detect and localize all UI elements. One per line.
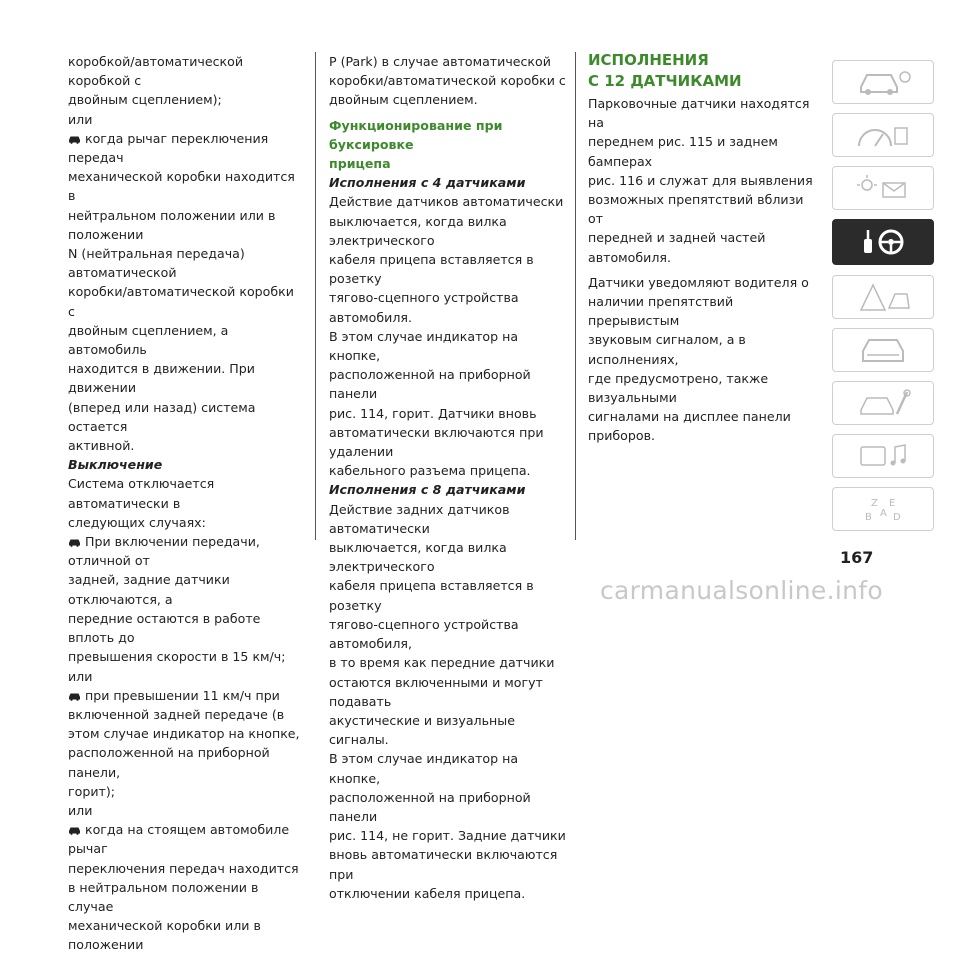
chapter-tab-1[interactable]: [832, 60, 934, 104]
text-line-content: коробки/автоматической коробки с: [68, 284, 294, 319]
chapter-tab-3[interactable]: [832, 166, 934, 210]
text-line-content: горит);: [68, 783, 115, 799]
chapter-tab-2[interactable]: [832, 113, 934, 157]
text-line-content: Действие задних датчиков автоматически: [329, 501, 510, 536]
page-number: 167: [840, 548, 874, 567]
text-line-content: Исполнения с 4 датчиками: [329, 175, 526, 191]
chapter-tab-9[interactable]: [832, 487, 934, 531]
text-line: [68, 667, 300, 686]
text-line-content: Система отключается автоматически в: [68, 476, 215, 511]
text-line-content: кабеля прицепа вставляется в розетку: [329, 578, 534, 613]
text-line-content: звуковым сигналом, а в исполнениях,: [588, 332, 746, 367]
text-line: [68, 436, 300, 455]
text-line: [329, 154, 569, 173]
text-line: [588, 52, 816, 69]
text-line: [329, 749, 569, 787]
text-line: [68, 282, 300, 320]
text-line: [329, 500, 569, 538]
text-line: [68, 110, 300, 129]
car-front-icon: [853, 335, 913, 365]
text-line: [588, 330, 816, 368]
text-line-content: в нейтральном положении в случае: [68, 879, 259, 914]
chapter-tab-4[interactable]: [832, 219, 934, 265]
text-line-content: нейтральном положении или в положении: [68, 207, 276, 242]
text-line-content: или: [68, 111, 93, 127]
text-line-content: остаются включенными и могут подавать: [329, 674, 543, 709]
text-line: [329, 192, 569, 211]
text-line: [329, 615, 569, 653]
text-line-content: передние остаются в работе вплоть до: [68, 610, 261, 646]
text-line-content: В этом случае индикатор на кнопке,: [329, 328, 519, 364]
text-line: [329, 788, 569, 826]
text-column-2: [329, 52, 569, 903]
text-line: [68, 570, 300, 608]
text-line: [68, 532, 300, 570]
text-line-content: когда на стоящем автомобиле рычаг: [68, 822, 290, 857]
text-line: [588, 369, 816, 407]
text-line-content: передней и задней частей автомобиля.: [588, 230, 766, 265]
road-warning-icon: [853, 282, 913, 312]
text-line: [329, 461, 569, 480]
column-divider: [575, 52, 576, 540]
text-line-content: С 12 ДАТЧИКАМИ: [588, 72, 742, 90]
text-line-content: Парковочные датчики находятся на: [588, 96, 810, 131]
text-line-content: рис. 114, горит. Датчики вновь: [329, 405, 537, 421]
svg-text:Z: Z: [871, 498, 878, 509]
text-line: [68, 167, 300, 205]
watermark: carmanualsonline.info: [600, 576, 883, 605]
text-line: [329, 212, 569, 250]
text-line: [329, 884, 569, 903]
car-info-icon: [853, 67, 913, 97]
text-line: [68, 705, 300, 724]
text-line: [68, 916, 300, 954]
car-bullet-icon: [68, 692, 81, 701]
chapter-tabs: [832, 60, 934, 540]
text-line-content: механической коробки находится в: [68, 169, 295, 204]
text-line-content: превышения скорости в 15 км/ч;: [68, 649, 286, 665]
text-line: [68, 859, 300, 878]
text-line: [68, 455, 300, 474]
text-line: [68, 820, 300, 858]
text-line-content: или: [68, 802, 93, 818]
text-line: [68, 90, 300, 109]
text-line: [588, 73, 816, 90]
text-line: [329, 404, 569, 423]
dashboard-icon: [853, 120, 913, 150]
wrench-car-icon: [853, 388, 913, 418]
text-line: [329, 673, 569, 711]
text-line: [588, 132, 816, 170]
text-line-content: наличии препятствий прерывистым: [588, 294, 734, 329]
text-line-content: акустические и визуальные сигналы.: [329, 712, 515, 748]
key-steering-icon: [853, 227, 913, 257]
text-line-content: кабельного разъема прицепа.: [329, 463, 531, 479]
text-line-content: где предусмотрено, также визуальными: [588, 370, 769, 406]
text-line: [329, 538, 569, 576]
text-line-content: возможных препятствий вблизи от: [588, 192, 804, 227]
text-line-content: выключается, когда вилка электрического: [329, 213, 507, 248]
text-line: [68, 398, 300, 436]
svg-text:D: D: [893, 512, 901, 523]
text-line-content: двойным сцеплением, а автомобиль: [68, 322, 229, 358]
text-line: [588, 407, 816, 445]
text-line-content: коробкой/автоматической коробкой с: [68, 54, 244, 89]
text-line: [329, 173, 569, 192]
text-line-content: задней, задние датчики отключаются, а: [68, 572, 230, 607]
svg-text:B: B: [865, 512, 872, 523]
text-line-content: двойным сцеплением.: [329, 92, 478, 108]
car-bullet-icon: [68, 826, 81, 835]
text-line: [329, 711, 569, 749]
text-line: [329, 90, 569, 109]
text-line: [68, 359, 300, 397]
text-line: [68, 801, 300, 820]
svg-text:E: E: [889, 498, 896, 509]
text-line: [588, 190, 816, 228]
text-line: [588, 171, 816, 190]
text-line: [68, 724, 300, 743]
text-line-content: выключается, когда вилка электрического: [329, 540, 507, 575]
text-line: [329, 116, 569, 154]
text-line: [68, 129, 300, 167]
text-line: [329, 52, 569, 71]
text-line-content: P (Park) в случае автоматической: [329, 54, 551, 69]
text-line-content: N (нейтральная передача) автоматической: [68, 246, 245, 281]
text-line-content: тягово-сцепного устройства автомобиля.: [329, 290, 519, 325]
text-line-content: при превышении 11 км/ч при: [85, 687, 280, 703]
text-line: [68, 52, 300, 90]
text-line: [68, 647, 300, 666]
text-line: [329, 576, 569, 614]
text-line: [68, 609, 300, 647]
text-line-content: автоматически включаются при удалении: [329, 424, 544, 460]
text-column-1: [68, 52, 300, 955]
text-line-content: В этом случае индикатор на кнопке,: [329, 751, 519, 786]
text-line: [329, 288, 569, 326]
text-line-content: расположенной на приборной панели: [329, 367, 531, 402]
text-line-content: рис. 116 и служат для выявления: [588, 172, 813, 188]
text-line-content: отключении кабеля прицепа.: [329, 885, 526, 901]
text-line-content: кабеля прицепа вставляется в розетку: [329, 252, 534, 287]
text-line-content: следующих случаях:: [68, 514, 206, 530]
media-icon: [853, 441, 913, 471]
chapter-tab-6[interactable]: [832, 328, 934, 372]
text-line-content: тягово-сцепного устройства автомобиля,: [329, 616, 519, 652]
text-line: [329, 653, 569, 672]
text-line-content: переднем рис. 115 и заднем бамперах: [588, 134, 778, 169]
text-line: [68, 743, 300, 781]
text-line-content: включенной задней передаче (в: [68, 706, 285, 722]
text-line: [329, 845, 569, 883]
text-line: [329, 480, 569, 499]
text-line-content: находится в движении. При движении: [68, 361, 255, 396]
text-line-content: расположенной на приборной панели: [329, 789, 531, 824]
text-line-content: Выключение: [68, 457, 163, 473]
text-line: [68, 686, 300, 705]
text-line-content: Исполнения с 8 датчиками: [329, 482, 526, 498]
text-line-content: (вперед или назад) система остается: [68, 399, 256, 434]
text-line: [329, 423, 569, 461]
text-line: [68, 513, 300, 532]
column-divider: [315, 52, 316, 540]
text-line: [329, 327, 569, 365]
text-line: [588, 228, 816, 266]
text-line: [68, 474, 300, 512]
car-light-icon: [853, 173, 913, 203]
text-line: [329, 826, 569, 845]
text-line-content: Действие датчиков автоматически: [329, 194, 564, 210]
text-line: [329, 365, 569, 403]
text-line-content: рис. 114, не горит. Задние датчики: [329, 828, 566, 844]
car-bullet-icon: [68, 135, 81, 144]
chapter-tab-8[interactable]: [832, 434, 934, 478]
text-line-content: коробки/автоматической коробки с: [329, 73, 566, 89]
alphabet-index-icon: [853, 494, 913, 524]
text-line: [588, 94, 816, 132]
text-line-content: При включении передачи, отличной от: [68, 534, 260, 569]
text-line-content: Функционирование при буксировке: [329, 117, 503, 152]
text-line-content: сигналами на дисплее панели приборов.: [588, 409, 791, 444]
text-line-content: расположенной на приборной панели,: [68, 745, 270, 780]
text-line-content: Датчики уведомляют водителя о: [588, 274, 809, 290]
text-line-content: в то время как передние датчики: [329, 655, 555, 671]
text-line-content: двойным сцеплением);: [68, 92, 222, 108]
text-line: [329, 71, 569, 90]
svg-text:A: A: [880, 508, 887, 519]
text-line: [68, 244, 300, 282]
text-line-content: когда рычаг переключения передач: [68, 130, 269, 166]
text-line: [68, 878, 300, 916]
text-line: [329, 250, 569, 288]
text-line: [68, 321, 300, 359]
text-line: [588, 292, 816, 330]
text-line-content: ИСПОЛНЕНИЯ: [588, 51, 709, 69]
chapter-tab-5[interactable]: [832, 275, 934, 319]
text-line-content: механической коробки или в положении: [68, 918, 261, 953]
text-line-content: этом случае индикатор на кнопке,: [68, 726, 300, 742]
chapter-tab-7[interactable]: [832, 381, 934, 425]
text-line-content: переключения передач находится: [68, 860, 299, 876]
text-line-content: прицепа: [329, 156, 391, 172]
text-line: [588, 273, 816, 292]
text-column-3: [588, 52, 816, 446]
text-line-content: активной.: [68, 438, 135, 454]
text-line: [68, 782, 300, 801]
car-bullet-icon: [68, 538, 81, 547]
text-line: [68, 206, 300, 244]
text-line-content: вновь автоматически включаются при: [329, 847, 558, 882]
text-line-content: или: [68, 668, 93, 684]
